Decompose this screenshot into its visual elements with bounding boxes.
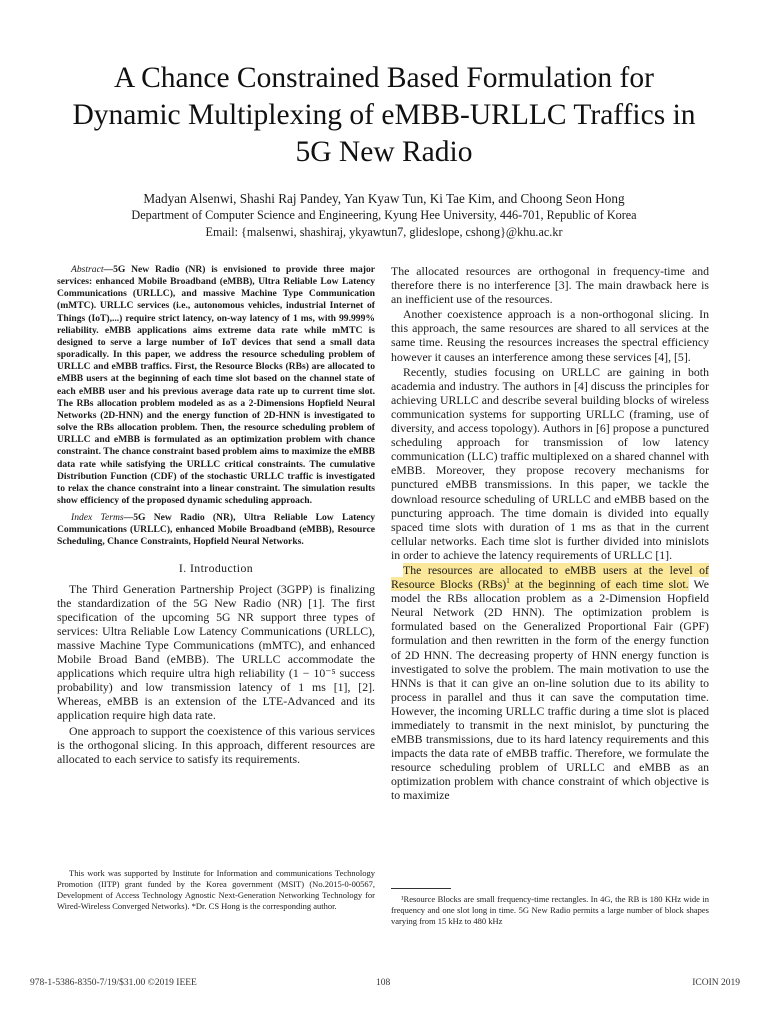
footnote-divider (391, 888, 451, 889)
footer-conference: ICOIN 2019 (692, 978, 740, 988)
highlighted-text-part-2: at the beginning of each time slot. (509, 577, 689, 592)
rb-footnote: ¹Resource Blocks are small frequency-time rectangles. In 4G, the RB is 180 KHz wide in frequency and one slot long in time. 5G New Radio permits a large number of block shapes varying from 15 kHz to 480 kHz (391, 894, 709, 926)
title-line-1: A Chance Constrained Based Formulation for (114, 62, 654, 94)
right-paragraph-2: Another coexistence approach is a non-orthogonal slicing. In this approach, the same resources are shared to all services at the same time. Reusing the resources increases the spectral efficiency however it causes an interference among these services [4], [5]. (391, 307, 709, 364)
abstract-lead: Abstract (71, 264, 104, 275)
title-line-3: 5G New Radio (295, 136, 473, 168)
paragraph-continuation: We model the RBs allocation problem as a 2-Dimension Hopfield Neural Network (2D HNN). The optimization problem is formulated based on the Generalized Proportional Fair (GPF) formulation and then rewritten in the form of the energy function of 2D HNN. The decreasing property of HNN energy function is investigated to solve the problem. The main motivation to use the HNNs is that it can give an on-line solution due to its ability to process in parallel and thus it can save the computation time. However, the incoming URLLC traffic during a time slot is placed immediately to transmit in the next minislot, by puncturing the eMBB transmissions, due to its hard latency requirements and this impacts the data rate of eMBB traffic. Therefore, we formulate the resource scheduling problem of URLLC and eMBB as an optimization problem with chance constraint of which objective is to maximize (391, 577, 709, 803)
section-heading-introduction: I. Introduction (178, 560, 254, 575)
author-list: Madyan Alsenwi, Shashi Raj Pandey, Yan Kyaw Tun, Ki Tae Kim, and Choong Seon Hong (143, 191, 625, 206)
highlighted-text-part-1: The resources are allocated to eMBB users at the level of Resource Blocks (RBs) (391, 562, 709, 592)
right-column (391, 264, 709, 803)
paper-title (30, 60, 738, 171)
funding-footnote: This work was supported by Institute for Information and communications Technology Promotion (IITP) grant funded by the Korea government (MSIT) (No.2015-0-00567, Development of Access Technology Agnostic Next-Generation Networking Technology for Wired-Wireless Converged Networks). *Dr. CS Hong is the corresponding author. (57, 868, 375, 911)
index-terms-text: —5G New Radio (NR), Ultra Reliable Low Latency Communications (URLLC), enhanced Mobile Broadband (eMBB), Resource Scheduling, Chance Constraints, Hopfield Neural Networks. (57, 512, 375, 548)
right-paragraph-3: Recently, studies focusing on URLLC are gaining in both academia and industry. The authors in [4] discuss the principles for achieving URLLC and describe several building blocks of wireless communication systems for supporting URLLC (framing, use of diversity, and access topology). Authors in [6] propose a punctured scheduling approach for transmission of low latency communication (LLC) traffic multiplexed on a shared channel with eMBB. Moreover, they propose recovery mechanisms for punctured eMBB transmissions. In this paper, we tackle the download resource scheduling of URLLC and eMBB based on the puncturing approach. The time domain is divided into equally spaced time slots with duration of 1 ms as that in the current cellular networks. Each time slot is further divided into minislots in order to achieve the latency requirements of URLLC [1]. (391, 364, 709, 562)
abstract-text: —5G New Radio (NR) is envisioned to provide three major services: enhanced Mobile Broadband (eMBB), Ultra Reliable Low Latency Communications (URLLC), and massive Machine Type Communication (mMTC). URLLC services (i.e., autonomous vehicles, industrial Internet of Things (IoT),...) require strict latency, on-way latency of 1 ms, with 99.999% reliability. eMBB applications aims extreme data rate while mMTC is designed to serve a large number of IoT devices that send a small data sporadically. In this paper, we address the resource scheduling problem of URLLC and eMBB traffics. First, the Resource Blocks (RBs) are allocated to eMBB users at the beginning of each time slot based on the channel state of each eMBB user and his previous average data rate up to current time slot. The RBs allocation problem modeled as as a 2-Dimensions Hopfield Neural Networks (2D-HNN) and the energy function of 2D-HNN is investigated to solve the RBs allocation problem. Then, the resource scheduling problem of URLLC and eMBB is formulated as an optimization problem with chance constraint. The chance constraint based problem aims to maximize the eMBB data rate while satisfying the URLLC critical constraints. The cumulative Distribution Function (CDF) of the stochastic URLLC traffic is investigated to relax the chance constraint into a linear constraint. The simulation results show efficiency of the proposed dynamic scheduling approach. (57, 264, 375, 506)
title-line-2: Dynamic Multiplexing of eMBB-URLLC Traffics in (72, 99, 696, 131)
footer-copyright: 978-1-5386-8350-7/19/$31.00 ©2019 IEEE (30, 978, 197, 988)
right-paragraph-4 (391, 563, 709, 803)
left-column (57, 264, 375, 766)
abstract (57, 264, 375, 507)
highlighted-sentence (391, 563, 709, 591)
footnote-marker: 1 (506, 577, 510, 586)
index-terms-lead: Index Terms (71, 512, 124, 524)
index-terms (57, 512, 375, 548)
intro-paragraph-2: One approach to support the coexistence of this various services is the orthogonal slicing. In this approach, different resources are allocated to each service to satisfy its requirements. (57, 723, 375, 766)
right-paragraph-1: The allocated resources are orthogonal in frequency-time and therefore there is no interference [3]. The main drawback here is an inefficient use of the resources. (391, 264, 709, 307)
affiliation: Department of Computer Science and Engineering, Kyung Hee University, 446-701, Republic of Korea (131, 208, 637, 222)
intro-paragraph-1: The Third Generation Partnership Project (3GPP) is finalizing the standardization of the 5G New Radio (NR) [1]. The first specification of the upcoming 5G NR support three types of services: Ultra Reliable Low Latency Communications (URLLC), massive Machine Type Communications (mMTC), and enhanced Mobile Broad Band (eMBB). The URLLC accommodate the applications which require ultra high reliability (1 − 10⁻⁵ success probability) and low transmission latency of 1 ms [1], [2]. Whereas, eMBB is an extension of the LTE-Advanced and its application require high data rate. (57, 581, 375, 723)
author-emails: Email: {malsenwi, shashiraj, ykyawtun7, glideslope, cshong}@khu.ac.kr (205, 225, 563, 239)
footer-page-number: 108 (376, 978, 391, 988)
